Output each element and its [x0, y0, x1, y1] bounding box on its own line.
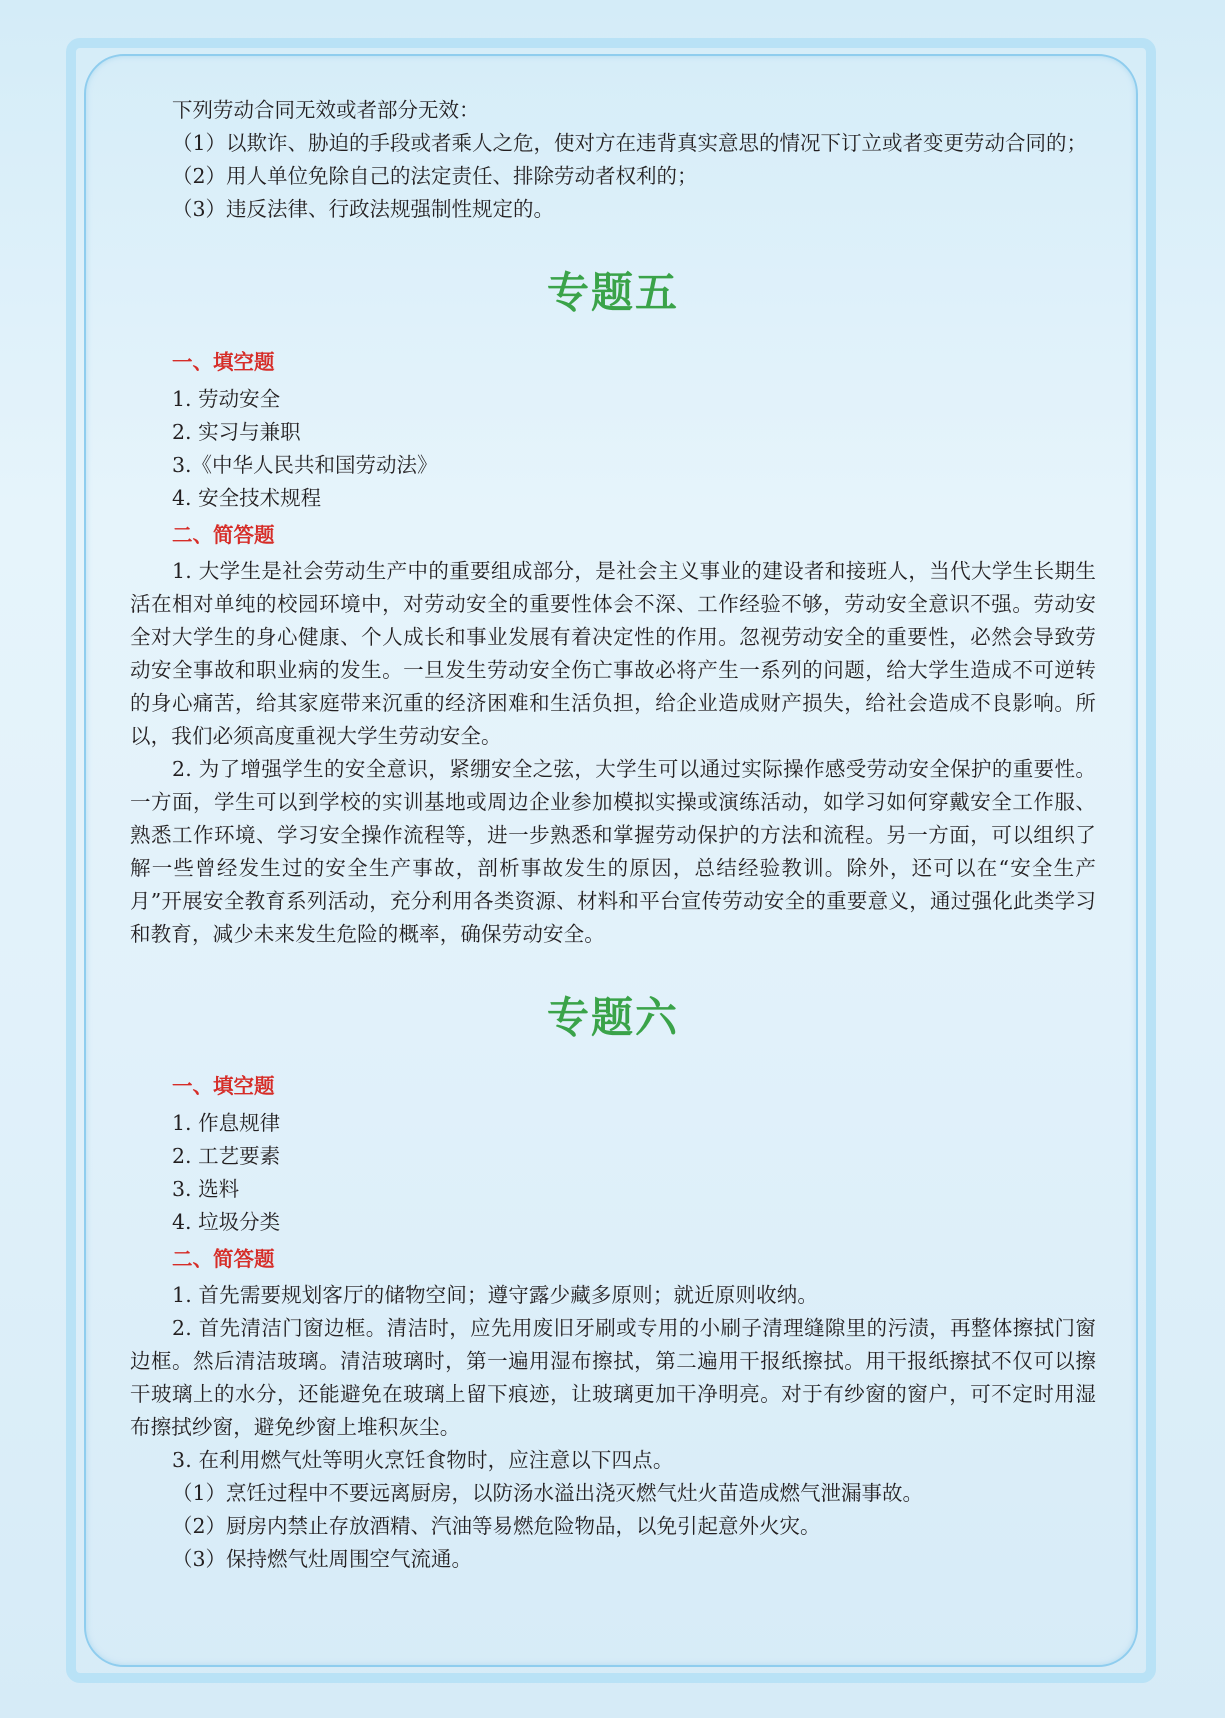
fill-item: 1. 作息规律 [172, 1111, 281, 1135]
answer-paragraph: 3. 在利用燃气灶等明火烹饪食物时，应注意以下四点。 [172, 1448, 674, 1472]
section-heading-short: 二、简答题 [172, 523, 275, 547]
intro-item: （1）以欺诈、胁迫的手段或者乘人之危，使对方在违背真实意思的情况下订立或者变更劳动合同的； [172, 131, 1088, 155]
topic-title-5: 专题五 [546, 268, 679, 317]
fill-list-5 [130, 383, 1096, 515]
fill-item: 2. 实习与兼职 [172, 420, 301, 444]
topic-title-6: 专题六 [546, 993, 679, 1042]
answer-paragraph: 1. 首先需要规划客厅的储物空间；遵守露少藏多原则；就近原则收纳。 [172, 1283, 819, 1307]
answer-paragraph: 2. 为了增强学生的安全意识，紧绷安全之弦，大学生可以通过实际操作感受劳动安全保护的重要性。一方面，学生可以到学校的实训基地或周边企业参加模拟实操或演练活动，如学习如何穿戴安全工作服、熟悉工作环境、学习安全操作流程等，进一步熟悉和掌握劳动保护的方法和流程。另一方面，可以组织了解一些曾经发生过的安全生产事故，剖析事故发生的原因，总结经验教训。除外，还可以在“安全生产月”开展安全教育系列活动，充分利用各类资源、材料和平台宣传劳动安全的重要意义，通过强化此类学习和教育，减少未来发生危险的概率，确保劳动安全。 [130, 757, 1096, 946]
fill-list-6 [130, 1107, 1096, 1239]
fill-item: 3.《中华人民共和国劳动法》 [172, 453, 438, 477]
fill-item: 3. 选料 [172, 1177, 240, 1201]
fill-item: 1. 劳动安全 [172, 387, 281, 411]
section-heading-fill: 一、填空题 [172, 1074, 275, 1098]
section-heading-fill: 一、填空题 [172, 350, 275, 374]
section-heading-short: 二、简答题 [172, 1247, 275, 1271]
intro-item: （2）用人单位免除自己的法定责任、排除劳动者权利的； [172, 164, 698, 188]
fill-item: 2. 工艺要素 [172, 1144, 281, 1168]
fill-item: 4. 垃圾分类 [172, 1210, 281, 1234]
page-content [130, 94, 1096, 1576]
sub-item: （3）保持燃气灶周围空气流通。 [172, 1547, 473, 1571]
intro-heading: 下列劳动合同无效或者部分无效： [172, 98, 480, 122]
intro-item: （3）违反法律、行政法规强制性规定的。 [172, 197, 555, 221]
answer-paragraph: 1. 大学生是社会劳动生产中的重要组成部分，是社会主义事业的建设者和接班人，当代大学生长期生活在相对单纯的校园环境中，对劳动安全的重要性体会不深、工作经验不够，劳动安全意识不强。劳动安全对大学生的身心健康、个人成长和事业发展有着决定性的作用。忽视劳动安全的重要性，必然会导致劳动安全事故和职业病的发生。一旦发生劳动安全伤亡事故必将产生一系列的问题，给大学生造成不可逆转的身心痛苦，给其家庭带来沉重的经济困难和生活负担，给企业造成财产损失，给社会造成不良影响。所以，我们必须高度重视大学生劳动安全。 [130, 559, 1096, 748]
answer-paragraph: 2. 首先清洁门窗边框。清洁时，应先用废旧牙刷或专用的小刷子清理缝隙里的污渍，再整体擦拭门窗边框。然后清洁玻璃。清洁玻璃时，第一遍用湿布擦拭，第二遍用干报纸擦拭。用干报纸擦拭不仅可以擦干玻璃上的水分，还能避免在玻璃上留下痕迹，让玻璃更加干净明亮。对于有纱窗的窗户，可不定时用湿布擦拭纱窗，避免纱窗上堆积灰尘。 [130, 1316, 1096, 1439]
fill-item: 4. 安全技术规程 [172, 486, 322, 510]
sub-item: （1）烹饪过程中不要远离厨房，以防汤水溢出浇灭燃气灶火苗造成燃气泄漏事故。 [172, 1481, 924, 1505]
sub-item: （2）厨房内禁止存放酒精、汽油等易燃危险物品，以免引起意外火灾。 [172, 1514, 821, 1538]
